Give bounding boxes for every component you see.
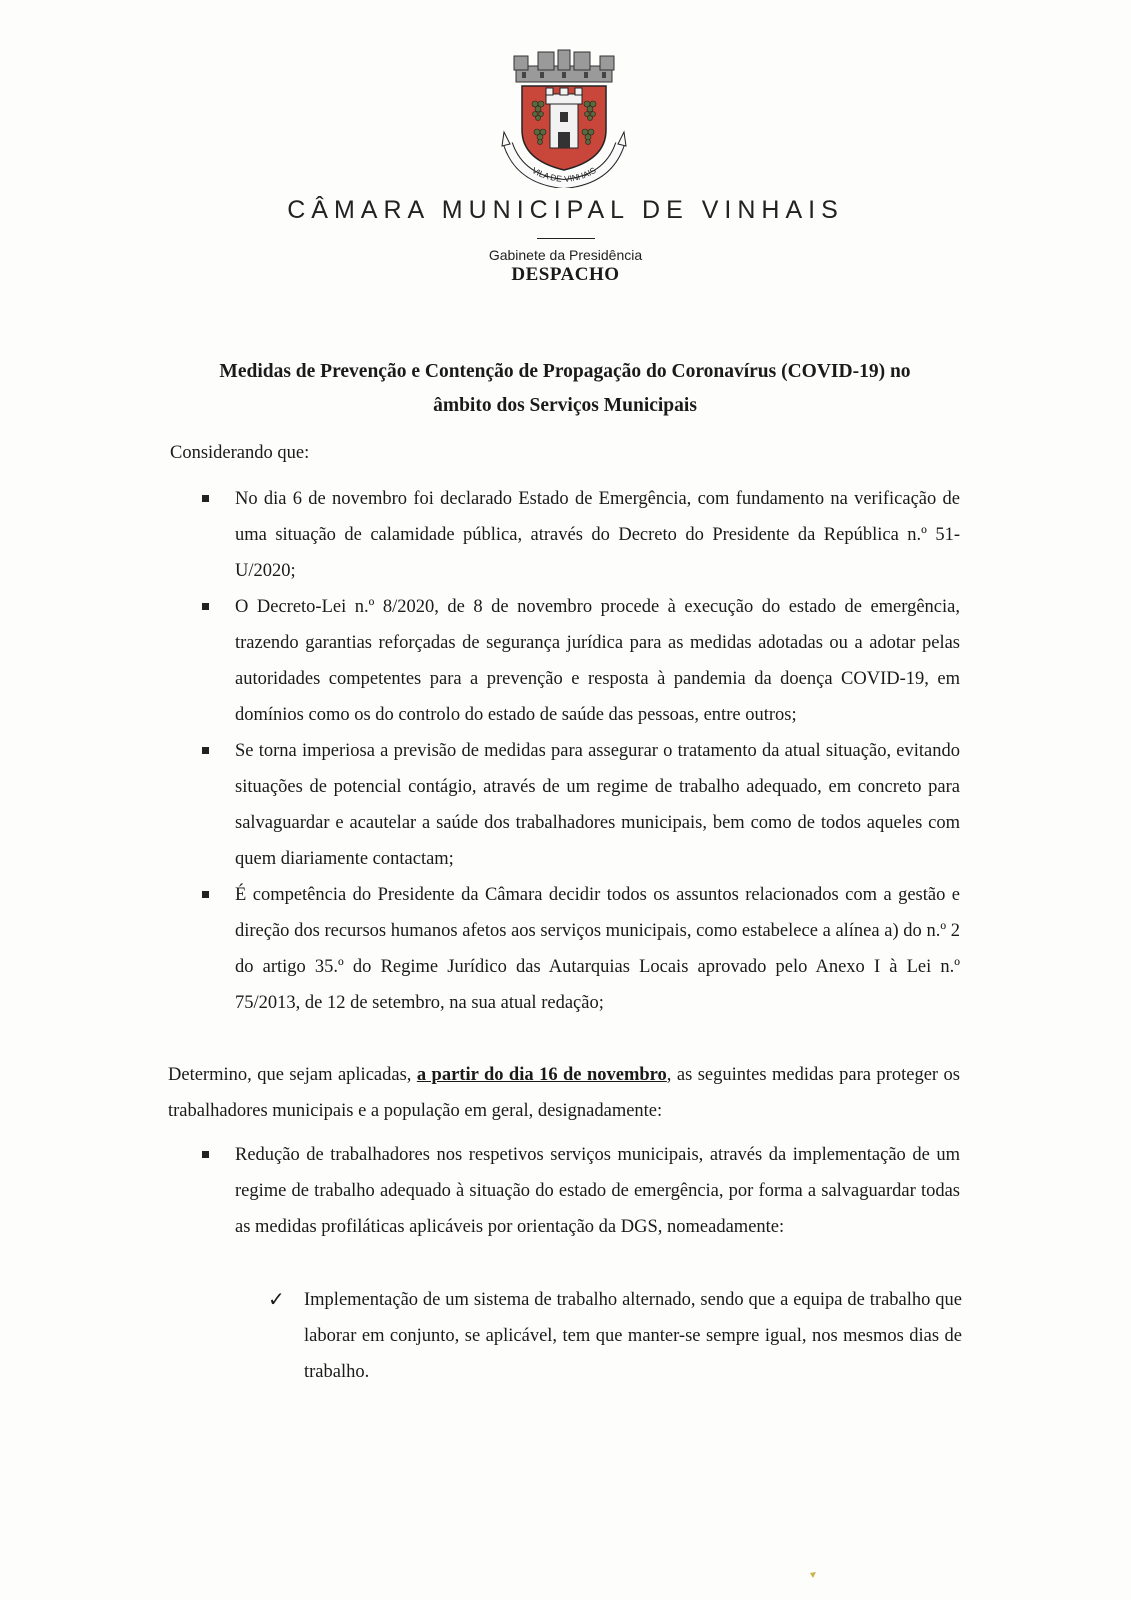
list-item (202, 733, 960, 877)
bullet-square-icon (202, 1151, 209, 1158)
list-item-text: Redução de trabalhadores nos respetivos serviços municipais, através da implementação de um regime de trabalho adequado à situação do estado de emergência, por forma a salvaguardar todas as medidas profiláticas aplicáveis por orientação da DGS, nomeadamente: (235, 1145, 960, 1237)
list-item-text: Implementação de um sistema de trabalho alternado, sendo que a equipa de trabalho que laborar em conjunto, se aplicável, tem que manter-se sempre igual, nos mesmos dias de trabalho. (304, 1290, 962, 1382)
list-item (202, 589, 960, 733)
document-title (180, 355, 950, 423)
crest-motto: VILA DE VINHAIS (530, 165, 598, 185)
considerations-intro: Considerando que: (170, 443, 310, 463)
effective-date: a partir do dia 16 de novembro (416, 1065, 667, 1085)
office-name: Gabinete da Presidência (488, 247, 643, 263)
determination-text-start: Determino, que sejam aplicadas, (168, 1065, 417, 1085)
list-item (268, 1282, 962, 1390)
checkmark-icon: ✓ (268, 1289, 285, 1311)
scan-speck (810, 1572, 816, 1578)
bullet-square-icon (202, 891, 209, 898)
bullet-square-icon (202, 495, 209, 502)
bullet-square-icon (202, 747, 209, 754)
list-item (202, 481, 960, 589)
title-line-1: Medidas de Prevenção e Contenção de Propagação do Coronavírus (COVID-19) no (219, 361, 911, 382)
list-item-text: O Decreto-Lei n.º 8/2020, de 8 de novembro procede à execução do estado de emergência, trazendo garantias reforçadas de segurança jurídica para as medidas adotadas ou a adotar pelas autoridades competentes para a prevenção e resposta à pandemia da doença COVID-19, em domínios como os do controlo do estado de saúde das pessoas, entre outros; (235, 597, 960, 725)
measures-list (202, 1137, 960, 1245)
considerations-list (202, 481, 960, 1021)
title-line-2: âmbito dos Serviços Municipais (433, 395, 697, 416)
list-item (202, 877, 960, 1021)
list-item-text: No dia 6 de novembro foi declarado Estado de Emergência, com fundamento na verificação de uma situação de calamidade pública, através do Decreto do Presidente da República n.º 51-U/2020; (235, 489, 960, 581)
municipal-crest (500, 48, 628, 188)
determination-paragraph (168, 1057, 960, 1129)
document-type: DESPACHO (511, 264, 620, 285)
list-item-text: Se torna imperiosa a previsão de medidas para assegurar o tratamento da atual situação, evitando situações de potencial contágio, através de um regime de trabalho adequado, em concreto para salvaguardar e acautelar a saúde dos trabalhadores municipais, bem como de todos aqueles com quem diariamente contactam; (235, 741, 960, 869)
header-divider (537, 238, 595, 239)
list-item-text: É competência do Presidente da Câmara decidir todos os assuntos relacionados com a gestão e direção dos recursos humanos afetos aos serviços municipais, como estabelece a alínea a) do n.º 2 do artigo 35.º do Regime Jurídico das Autarquias Locais aprovado pelo Anexo I à Lei n.º 75/2013, de 12 de setembro, na sua atual redação; (235, 885, 960, 1013)
determination-text-end: , as seguintes medidas para proteger os trabalhadores municipais e a população em geral, designadamente: (168, 1065, 960, 1121)
sub-measures-list (268, 1282, 962, 1390)
bullet-square-icon (202, 603, 209, 610)
organization-name: CÂMARA MUNICIPAL DE VINHAIS (287, 196, 844, 224)
list-item (202, 1137, 960, 1245)
